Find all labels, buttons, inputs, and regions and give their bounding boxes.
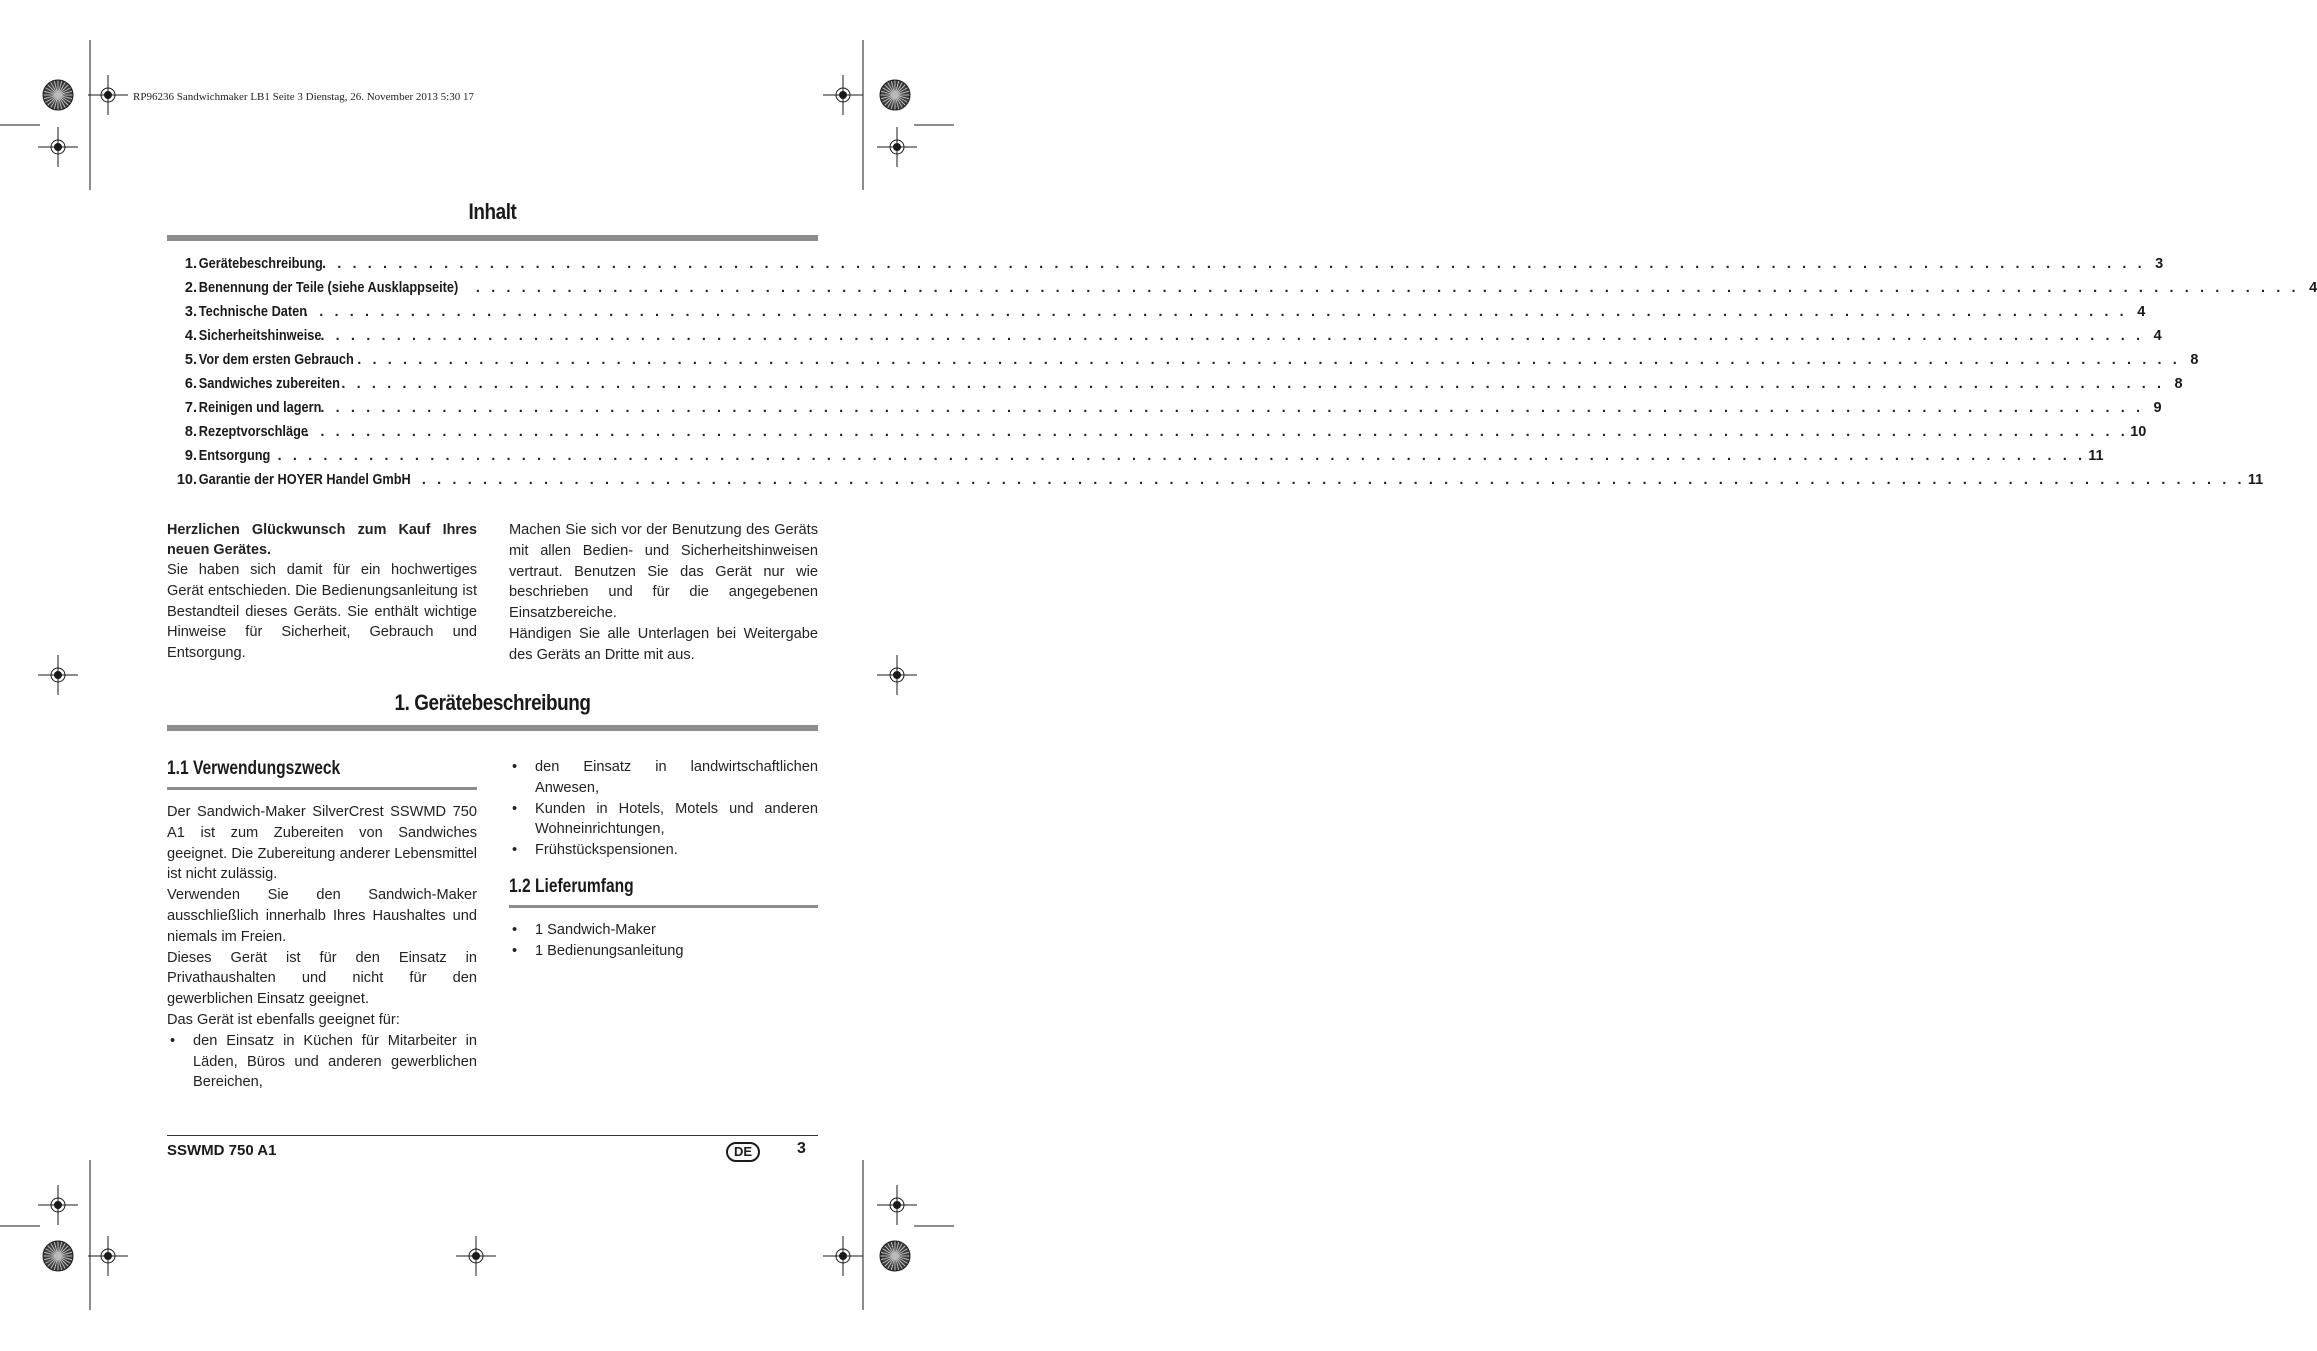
starburst-mark	[880, 1241, 910, 1271]
subsection-rule-right	[509, 905, 818, 908]
toc-entry	[167, 400, 2162, 424]
verwendungszweck-p1: Der Sandwich-Maker SilverCrest SSWMD 750 A1 ist zum Zubereiten von Sandwiches geeignet. Die Zubereitung anderer Lebensmittel ist nicht zulässig.	[167, 804, 477, 883]
bullet-list-lieferumfang	[509, 920, 818, 962]
toc-entry-number: 7.	[184, 400, 197, 416]
toc-title-rule	[167, 235, 818, 241]
toc-title: Inhalt	[468, 199, 517, 224]
toc-entry-title: Reinigen und lagern	[198, 400, 322, 416]
toc-entry	[167, 376, 2183, 400]
intro-left-column	[167, 520, 477, 664]
crosshair-mark	[877, 127, 917, 167]
toc-entry-number: 6.	[184, 376, 197, 392]
crosshair-mark	[823, 75, 863, 115]
toc-entry	[167, 472, 2264, 496]
toc-leader-dots: . . . . . . . . . . . . . . . . . . . . . . . . . . . . . . . . . . . . . . . . . . . . . . . . . . . . . . . . . . . . . . . . . . . . . . . . . . . . . . . . . . . . . . . . . . . . . . . . . . . . . . . . . . . . . . . . . . . . . . . .	[305, 424, 2129, 440]
toc-entry-number: 3.	[184, 304, 197, 320]
list-item: • 1 Bedienungsanleitung	[509, 941, 818, 962]
toc-leader-dots: . . . . . . . . . . . . . . . . . . . . . . . . . . . . . . . . . . . . . . . . . . . . . . . . . . . . . . . . . . . . . . . . . . . . . . . . . . . . . . . . . . . . . . . . . . . . . . . . . . . . . . . . . . . . . . . . . . . . . . . .	[320, 400, 2144, 416]
toc-entry-title: Benennung der Teile (siehe Ausklappseite)	[198, 280, 459, 296]
footer-model: SSWMD 750 A1	[167, 1142, 277, 1159]
page-number: 3	[797, 1140, 806, 1157]
toc-entry-number: 9.	[184, 448, 197, 464]
intro-left-text: Sie haben sich damit für ein hochwertiges Gerät entschieden. Die Bedienungsanleitung ist Bestandteil dieses Geräts. Sie enthält wichtige Hinweise für Sicherheit, Gebrauch und Entsorgung.	[167, 562, 477, 662]
toc-entry-page: 4	[2153, 328, 2162, 344]
starburst-mark	[880, 80, 910, 110]
language-badge: DE	[726, 1142, 760, 1162]
toc-entry-page: 11	[2247, 472, 2264, 488]
toc-entry-number: 10.	[176, 472, 197, 488]
lieferumfang-list	[509, 920, 818, 962]
toc-entry-page: 9	[2153, 400, 2162, 416]
intro-right-column	[509, 520, 818, 666]
bullet-list-left	[167, 1031, 477, 1093]
toc-entry-page: 3	[2155, 256, 2164, 272]
intro-right-p1: Machen Sie sich vor der Benutzung des Geräts mit allen Bedien- und Sicherheitshinweisen vertraut. Benutzen Sie das Gerät nur wie beschrieben und für die angegebenen Einsatzbereiche.	[509, 522, 818, 622]
starburst-mark	[43, 1241, 73, 1271]
crosshair-mark	[877, 1185, 917, 1225]
footer-rule	[167, 1135, 818, 1136]
toc-entry	[167, 280, 2317, 304]
toc-entry	[167, 256, 2164, 280]
bullet-list-right	[509, 757, 818, 861]
toc-leader-dots: . . . . . . . . . . . . . . . . . . . . . . . . . . . . . . . . . . . . . . . . . . . . . . . . . . . . . . . . . . . . . . . . . . . . . . . . . . . . . . . . . . . . . . . . . . . . . . . . . . . . . . . . . . . . . . . . . . . . . . . .	[320, 328, 2144, 344]
toc-entry-page: 4	[2137, 304, 2146, 320]
crosshair-mark	[88, 1236, 128, 1276]
toc-entry	[167, 304, 2146, 328]
toc-leader-dots: . . . . . . . . . . . . . . . . . . . . . . . . . . . . . . . . . . . . . . . . . . . . . . . . . . . . . . . . . . . . . . . . . . . . . . . . . . . . . . . . . . . . . . . . . . . . . . . . . . . . . . . . . . . . . . . . . . . . . . . .	[475, 280, 2300, 296]
verwendungszweck-p2: Verwenden Sie den Sandwich-Maker ausschließlich innerhalb Ihres Haushaltes und niemals im Freien.	[167, 887, 477, 945]
toc-leader-dots: . . . . . . . . . . . . . . . . . . . . . . . . . . . . . . . . . . . . . . . . . . . . . . . . . . . . . . . . . . . . . . . . . . . . . . . . . . . . . . . . . . . . . . . . . . . . . . . . . . . . . . . . . . . . . . . . . . . . . . . .	[421, 472, 2246, 488]
list-item: • Frühstückspensionen.	[509, 840, 818, 861]
toc-entry-page: 8	[2190, 352, 2199, 368]
toc-entry-title: Entsorgung	[198, 448, 271, 464]
toc-entry-number: 1.	[184, 256, 197, 272]
verwendungszweck-p3: Dieses Gerät ist für den Einsatz in Privathaushalten und nicht für den gewerblichen Einsatz geeignet.	[167, 949, 477, 1008]
toc-entry-number: 4.	[184, 328, 197, 344]
intro-heading: Herzlichen Glückwunsch zum Kauf Ihres neuen Gerätes.	[167, 522, 477, 558]
crosshair-mark	[877, 655, 917, 695]
table-of-contents	[167, 256, 2317, 496]
list-item: • Kunden in Hotels, Motels und anderen Wohneinrichtungen,	[509, 799, 818, 841]
crosshair-mark	[38, 655, 78, 695]
right-column-bullets	[509, 757, 818, 861]
crosshair-mark	[38, 127, 78, 167]
toc-entry-title: Sicherheitshinweise	[198, 328, 322, 344]
toc-entry-title: Technische Daten	[198, 304, 308, 320]
toc-leader-dots: . . . . . . . . . . . . . . . . . . . . . . . . . . . . . . . . . . . . . . . . . . . . . . . . . . . . . . . . . . . . . . . . . . . . . . . . . . . . . . . . . . . . . . . . . . . . . . . . . . . . . . . . . . . . . . . . . . . . . . . .	[322, 256, 2146, 272]
toc-entry	[167, 352, 2199, 376]
toc-leader-dots: . . . . . . . . . . . . . . . . . . . . . . . . . . . . . . . . . . . . . . . . . . . . . . . . . . . . . . . . . . . . . . . . . . . . . . . . . . . . . . . . . . . . . . . . . . . . . . . . . . . . . . . . . . . . . . . . . . . . . . . .	[262, 448, 2086, 464]
starburst-mark	[43, 80, 73, 110]
toc-entry-title: Rezeptvorschläge	[198, 424, 308, 440]
crosshair-mark	[456, 1236, 496, 1276]
toc-entry-number: 5.	[184, 352, 197, 368]
subsection-title-verwendungszweck: 1.1 Verwendungszweck	[167, 758, 341, 779]
toc-entry-page: 10	[2130, 424, 2147, 440]
toc-leader-dots: . . . . . . . . . . . . . . . . . . . . . . . . . . . . . . . . . . . . . . . . . . . . . . . . . . . . . . . . . . . . . . . . . . . . . . . . . . . . . . . . . . . . . . . . . . . . . . . . . . . . . . . . . . . . . . . . . . . . . . . .	[304, 304, 2128, 320]
subsection-title-lieferumfang: 1.2 Lieferumfang	[509, 876, 634, 897]
toc-leader-dots: . . . . . . . . . . . . . . . . . . . . . . . . . . . . . . . . . . . . . . . . . . . . . . . . . . . . . . . . . . . . . . . . . . . . . . . . . . . . . . . . . . . . . . . . . . . . . . . . . . . . . . . . . . . . . . . . . . . . . . . .	[357, 352, 2181, 368]
verwendungszweck-text	[167, 802, 477, 1093]
toc-entry-title: Garantie der HOYER Handel GmbH	[198, 472, 411, 488]
toc-entry-page: 11	[2088, 448, 2104, 464]
toc-entry	[167, 448, 2104, 472]
crosshair-mark	[823, 1236, 863, 1276]
list-item: • den Einsatz in Küchen für Mitarbeiter in Läden, Büros und anderen gewerblichen Bereichen,	[167, 1031, 477, 1093]
intro-right-p2: Händigen Sie alle Unterlagen bei Weitergabe des Geräts an Dritte mit aus.	[509, 625, 818, 663]
print-header: RP96236 Sandwichmaker LB1 Seite 3 Dienstag, 26. November 2013 5:30 17	[133, 91, 474, 103]
toc-entry-page: 4	[2309, 280, 2317, 296]
crosshair-mark	[38, 1185, 78, 1225]
subsection-rule-left	[167, 787, 477, 790]
toc-entry-title: Sandwiches zubereiten	[198, 376, 340, 392]
crosshair-mark	[88, 75, 128, 115]
verwendungszweck-p4: Das Gerät ist ebenfalls geeignet für:	[167, 1011, 400, 1028]
toc-leader-dots: . . . . . . . . . . . . . . . . . . . . . . . . . . . . . . . . . . . . . . . . . . . . . . . . . . . . . . . . . . . . . . . . . . . . . . . . . . . . . . . . . . . . . . . . . . . . . . . . . . . . . . . . . . . . . . . . . . . . . . . .	[341, 376, 2165, 392]
toc-entry	[167, 424, 2147, 448]
toc-entry-title: Vor dem ersten Gebrauch	[198, 352, 354, 368]
section-title: 1. Gerätebeschreibung	[394, 690, 591, 715]
list-item: • den Einsatz in landwirtschaftlichen Anwesen,	[509, 757, 818, 799]
section-title-rule	[167, 725, 818, 731]
list-item: • 1 Sandwich-Maker	[509, 920, 818, 941]
toc-entry-number: 8.	[184, 424, 197, 440]
toc-entry-title: Gerätebeschreibung	[198, 256, 323, 272]
toc-entry-number: 2.	[184, 280, 197, 296]
toc-entry-page: 8	[2174, 376, 2183, 392]
toc-entry	[167, 328, 2162, 352]
